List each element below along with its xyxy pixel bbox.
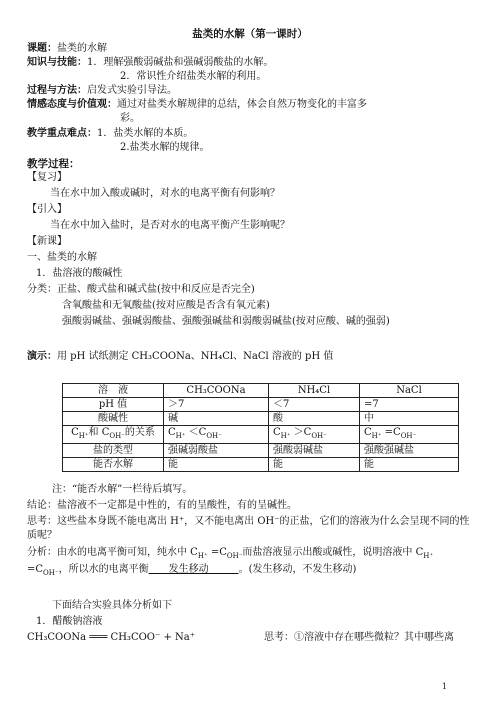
table-cell: 溶 液 <box>63 384 164 398</box>
process-value: 启发式实验引导法。 <box>87 85 177 96</box>
process-line <box>27 84 177 98</box>
page-number: 1 <box>441 682 447 691</box>
subsection-acetate: 1．醋酸钠溶液 <box>36 616 103 627</box>
keypoints-label: 教学重点难点： <box>27 128 97 139</box>
table-cell: 强碱弱酸盐 <box>164 444 269 458</box>
classify-item-1: 正盐、酸式盐和碱式盐(按中和反应是否完全) <box>57 284 255 295</box>
emotion-label: 情感态度与价值观： <box>27 99 117 110</box>
table-cell: NH₄Cl <box>269 384 360 398</box>
classify-item-3: 强酸弱碱盐、强碱弱酸盐、强酸强碱盐和弱酸弱碱盐(按对应酸、碱的强弱) <box>62 316 390 327</box>
table-row <box>63 384 459 398</box>
procedure-heading: 教学过程： <box>27 158 80 170</box>
table-cell: ＞7 <box>164 398 269 412</box>
demo-label: 演示： <box>27 351 57 362</box>
classify-line-1 <box>27 283 255 297</box>
transition-text: 下面结合实验具体分析如下 <box>52 600 172 611</box>
topic-label: 课题： <box>27 43 57 54</box>
analysis-text-b: 。(发生移动，不发生移动) <box>238 564 357 575</box>
review-heading: 【复习】 <box>27 172 67 183</box>
acetate-question: 思考：①溶液中存在哪些微粒？其中哪些离 <box>264 632 454 643</box>
knowledge-line-1 <box>27 56 273 70</box>
thinking-question: 思考：这些盐本身既不能电离出 H⁺，又不能电离出 OH⁻的正盐，它们的溶液为什么会呈现不同的性质呢？ <box>27 516 470 541</box>
topic-line <box>27 42 107 56</box>
table-cell: =7 <box>360 398 459 412</box>
subsection-1-heading: 1．盐溶液的酸碱性 <box>36 268 123 279</box>
table-note: 注：“能否水解”一栏待后填写。 <box>52 484 193 495</box>
table-row <box>63 458 459 472</box>
table-cell: 酸碱性 <box>63 412 164 426</box>
table-cell: $C_{H^+}$和 $C_{OH^-}$的关系 <box>63 426 164 444</box>
table-cell: $C_{H^+} =C_{OH^-}$ <box>360 426 459 444</box>
table-cell: 能否水解 <box>63 458 164 472</box>
table-cell: 强酸弱碱盐 <box>269 444 360 458</box>
table-cell: 能 <box>269 458 360 472</box>
table-row <box>63 412 459 426</box>
table-cell: 盐的类型 <box>63 444 164 458</box>
review-text: 当在水中加入酸或碱时，对水的电离平衡有何影响？ <box>50 188 280 199</box>
emotion-value-1: 通过对盐类水解规律的总结，体会自然万物变化的丰富多 <box>117 99 367 110</box>
table-cell: 碱 <box>164 412 269 426</box>
ph-table <box>62 383 459 472</box>
table-row <box>63 426 459 444</box>
table-cell: 酸 <box>269 412 360 426</box>
new-lesson-heading: 【新课】 <box>27 236 67 247</box>
page-title: 盐类的水解（第一课时） <box>192 28 308 40</box>
knowledge-item-2: 2．常识性介绍盐类水解的利用。 <box>120 71 267 82</box>
intro-text: 当在水中加入盐时，是否对水的电离平衡产生影响呢？ <box>50 220 290 231</box>
table-cell: 强酸强碱盐 <box>360 444 459 458</box>
table-cell: $C_{H^+} >C_{OH^-}$ <box>269 426 360 444</box>
keypoint-1: 1．盐类水解的本质。 <box>97 128 194 139</box>
analysis <box>27 546 477 580</box>
table-row <box>63 444 459 458</box>
table-row <box>63 398 459 412</box>
table-cell: 中 <box>360 412 459 426</box>
keypoint-2: 2.盐类水解的规律。 <box>120 142 210 153</box>
analysis-text-a: 分析：由水的电离平衡可知，纯水中 $C_{H^+} =C_{OH^-}$而盐溶液显示出酸或碱性，说明溶液中 $C_{H^+} =C_{OH^-}$，所以水的电离平衡 <box>27 547 434 577</box>
demo-text: 用 pH 试纸测定 CH₃COONa、NH₄Cl、NaCl 溶液的 pH 值 <box>57 351 334 362</box>
classify-item-2: 含氧酸盐和无氧酸盐(按对应酸是否含有氧元素) <box>62 300 270 311</box>
acetate-equation: CH₃COONa ═══ CH₃COO⁻ + Na⁺ <box>27 632 195 643</box>
table-cell: 能 <box>164 458 269 472</box>
section-1-heading: 一、盐类的水解 <box>27 252 97 263</box>
classify-label: 分类： <box>27 284 57 295</box>
conclusion: 结论：盐溶液不一定都是中性的，有的呈酸性，有的呈碱性。 <box>27 500 297 511</box>
table-cell: NaCl <box>360 384 459 398</box>
emotion-line <box>27 98 367 112</box>
topic-value: 盐类的水解 <box>57 43 107 54</box>
demo-line <box>27 350 333 364</box>
knowledge-item-1: 1．理解强酸弱碱盐和强碱弱酸盐的水解。 <box>87 57 274 68</box>
table-cell: pH 值 <box>63 398 164 412</box>
table-cell: CH₃COONa <box>164 384 269 398</box>
table-cell: ＜7 <box>269 398 360 412</box>
analysis-blank: 发生移动 <box>148 564 239 575</box>
table-cell: 能 <box>360 458 459 472</box>
table-cell: $C_{H^+} <C_{OH^-}$ <box>164 426 269 444</box>
process-label: 过程与方法： <box>27 85 87 96</box>
emotion-value-2: 彩。 <box>120 113 140 124</box>
intro-heading: 【引入】 <box>27 204 67 215</box>
knowledge-label: 知识与技能： <box>27 57 87 68</box>
keypoints-line <box>27 127 193 141</box>
